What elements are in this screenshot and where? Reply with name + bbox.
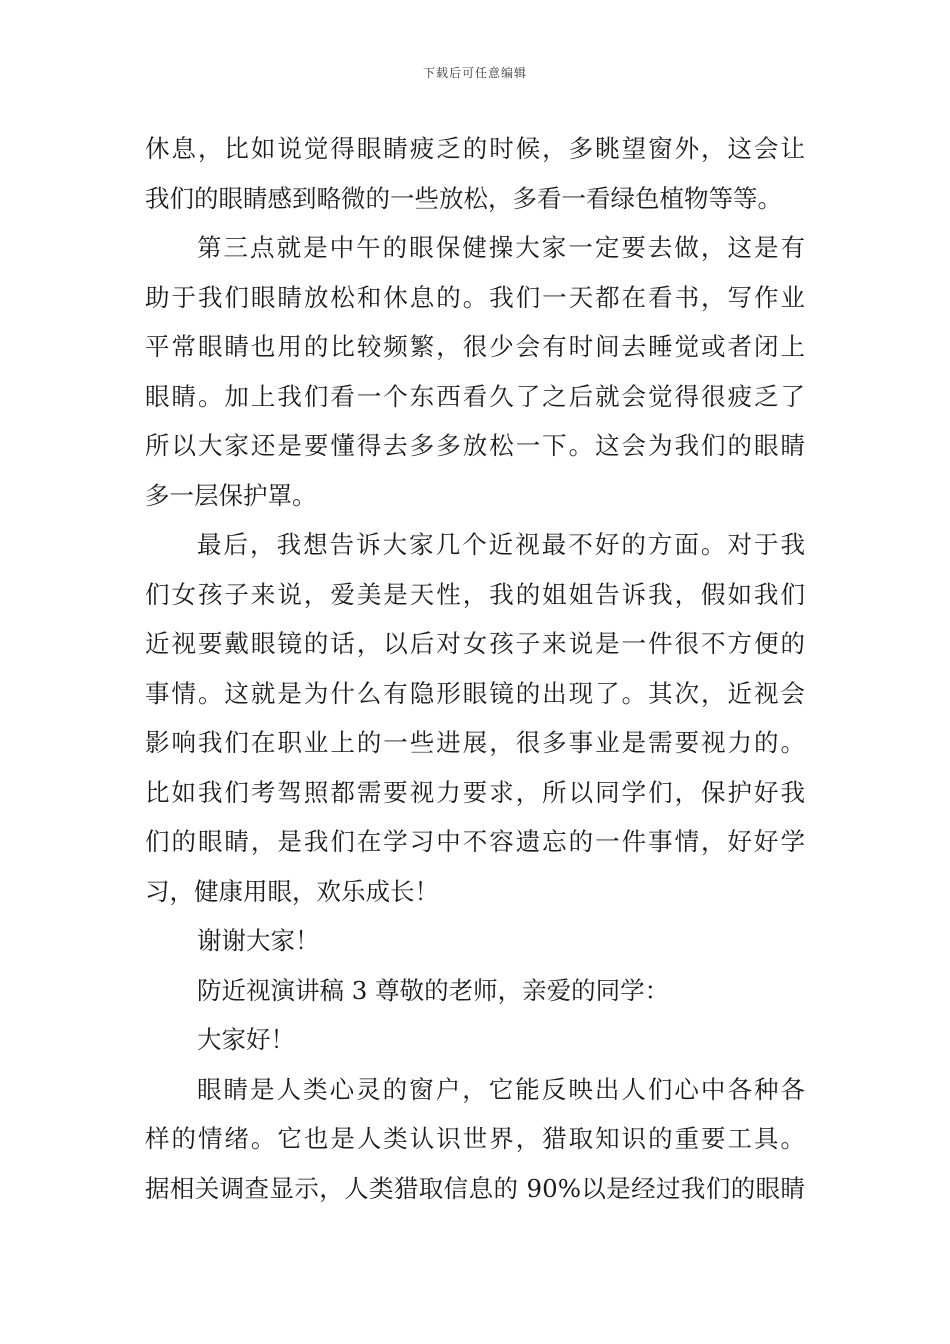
text-line: 谢谢大家！: [197, 926, 320, 955]
text-line: 第三点就是中午的眼保健操大家一定要去做，这是有: [197, 233, 805, 262]
text-line: 眼睛是人类心灵的窗户，它能反映出人们心中各种各: [197, 1074, 805, 1104]
text-line: 近视要戴眼镜的话，以后对女孩子来说是一件很不方便的: [145, 629, 805, 658]
text-line: 影响我们在职业上的一些进展，很多事业是需要视力的。: [145, 728, 805, 757]
text-line: 习，健康用眼，欢乐成长！: [145, 876, 439, 906]
text-line: 我们的眼睛感到略微的一些放松，多看一看绿色植物等等。: [145, 183, 782, 213]
text-line: 多一层保护罩。: [145, 480, 317, 510]
text-line: 样的情绪。它也是人类认识世界，猎取知识的重要工具。: [145, 1124, 805, 1153]
text-line: 所以大家还是要懂得去多多放松一下。这会为我们的眼睛: [145, 431, 805, 460]
text-line: 最后，我想告诉大家几个近视最不好的方面。对于我: [197, 530, 805, 559]
text-line: 大家好！: [197, 1025, 295, 1054]
text-line: 休息，比如说觉得眼睛疲乏的时候，多眺望窗外，这会让: [145, 134, 805, 163]
page-header: 下载后可任意编辑: [422, 66, 527, 80]
text-line: 平常眼睛也用的比较频繁，很少会有时间去睡觉或者闭上: [145, 332, 805, 361]
document-body: [145, 124, 805, 1213]
text-line: 防近视演讲稿 3 尊敬的老师，亲爱的同学：: [197, 975, 670, 1005]
text-line: 们的眼睛，是我们在学习中不容遗忘的一件事情，好好学: [145, 827, 805, 856]
text-line: 据相关调查显示，人类猎取信息的 90%以是经过我们的眼睛: [145, 1173, 805, 1203]
text-line: 们女孩子来说，爱美是天性，我的姐姐告诉我，假如我们: [145, 579, 805, 609]
text-line: 眼睛。加上我们看一个东西看久了之后就会觉得很疲乏了: [145, 381, 805, 411]
text-line: 助于我们眼睛放松和休息的。我们一天都在看书，写作业: [145, 282, 805, 312]
text-line: 比如我们考驾照都需要视力要求，所以同学们，保护好我: [145, 777, 805, 807]
text-line: 事情。这就是为什么有隐形眼镜的出现了。其次，近视会: [145, 678, 805, 708]
